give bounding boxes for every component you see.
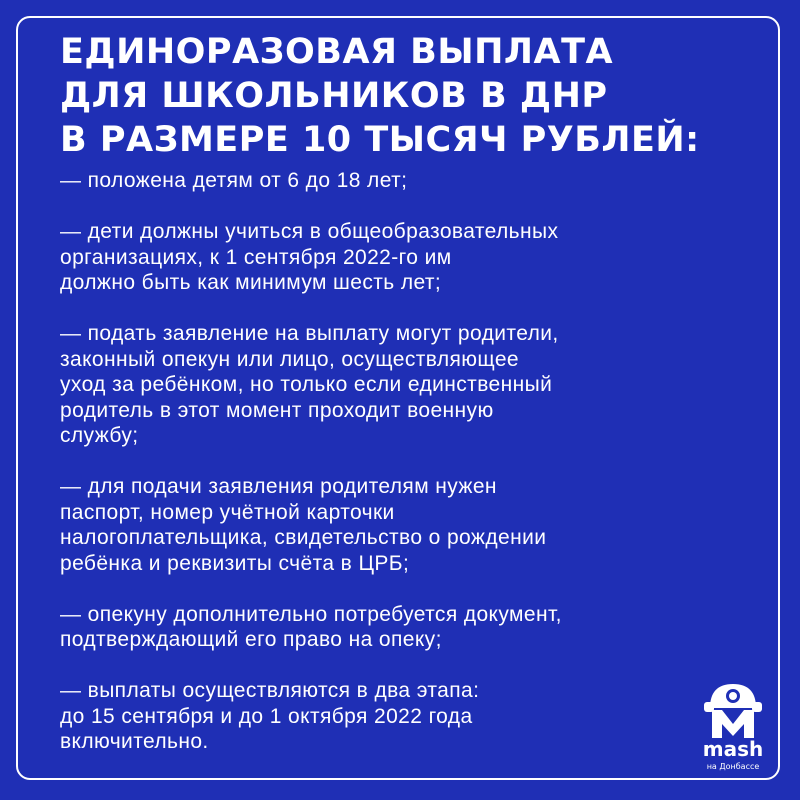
- condition-item: [60, 678, 710, 755]
- condition-line: законный опекун или лицо, осуществляющее: [60, 347, 519, 371]
- condition-item: [60, 219, 710, 296]
- condition-line: должно быть как минимум шесть лет;: [60, 271, 442, 294]
- headline-line: ДЛЯ ШКОЛЬНИКОВ В ДНР: [60, 76, 608, 116]
- condition-line: — выплаты осуществляются в два этапа:: [60, 679, 480, 702]
- mash-logo: [698, 678, 768, 778]
- headline: [60, 30, 740, 162]
- condition-line: — подать заявление на выплату могут родители,: [60, 322, 559, 345]
- headline-line: ЕДИНОРАЗОВАЯ ВЫПЛАТА: [60, 32, 614, 72]
- condition-line: уход за ребёнком, но только если единственный: [60, 373, 553, 396]
- mash-miner-helmet-icon: [702, 678, 764, 740]
- condition-line: — опекуну дополнительно потребуется документ,: [60, 602, 562, 626]
- condition-line: — для подачи заявления родителям нужен: [60, 475, 497, 498]
- condition-line: ребёнка и реквизиты счёта в ЦРБ;: [60, 551, 410, 575]
- condition-item: [60, 168, 710, 194]
- logo-subtitle: на Донбассе: [706, 762, 760, 771]
- condition-line: паспорт, номер учётной карточки: [60, 500, 395, 524]
- condition-item: [60, 602, 710, 653]
- condition-line: подтверждающий его право на опеку;: [60, 628, 442, 651]
- condition-line: до 15 сентября и до 1 октября 2022 года: [60, 704, 473, 728]
- condition-line: — положена детям от 6 до 18 лет;: [60, 169, 408, 192]
- condition-line: организациях, к 1 сентября 2022-го им: [60, 245, 452, 269]
- condition-line: — дети должны учиться в общеобразовательных: [60, 220, 559, 243]
- conditions-list: [60, 168, 710, 780]
- condition-line: родитель в этот момент проходит военную: [60, 398, 494, 422]
- condition-item: [60, 321, 710, 449]
- condition-item: [60, 474, 710, 576]
- headline-line: В РАЗМЕРЕ 10 ТЫСЯЧ РУБЛЕЙ:: [60, 120, 700, 160]
- condition-line: службу;: [60, 424, 139, 447]
- condition-line: включительно.: [60, 730, 209, 753]
- condition-line: налогоплательщика, свидетельство о рождении: [60, 526, 547, 549]
- logo-wordmark: mash: [702, 737, 764, 761]
